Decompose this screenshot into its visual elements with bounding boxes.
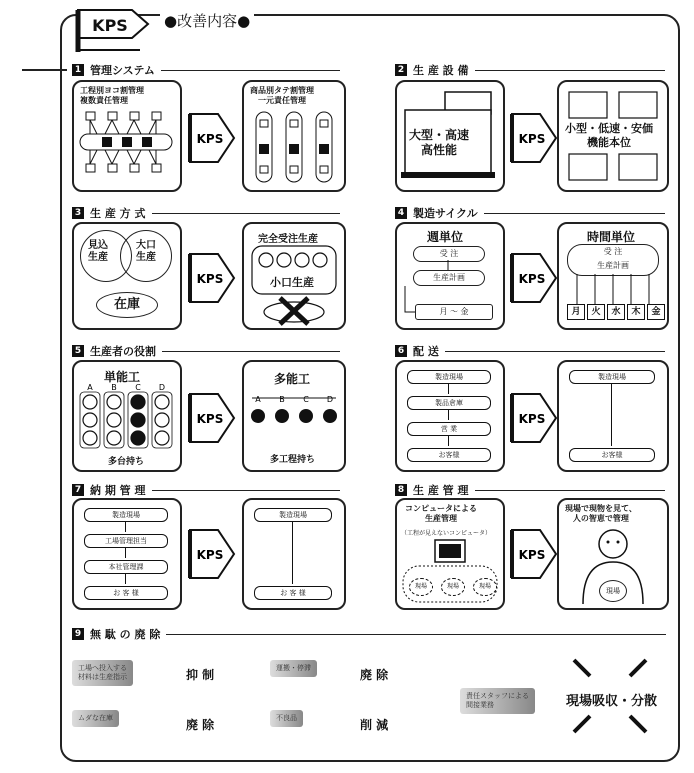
scatter-arrows-icon — [570, 656, 650, 736]
section-9-title: 無 駄 の 廃 除 — [90, 628, 161, 641]
s3-left-b: 大口 生産 — [136, 240, 156, 263]
s8-before-box — [395, 498, 505, 610]
s5-worker-node — [107, 431, 121, 445]
s5-col-label: C — [303, 395, 309, 404]
flow-arrow — [292, 522, 293, 584]
s5-col-label: A — [255, 395, 261, 404]
s5-worker-node — [299, 409, 313, 423]
s9-action-label: 現場吸収・分散 — [566, 694, 658, 709]
kps-arrow-label: KPS — [196, 132, 224, 146]
s8-site-node: 現場 — [409, 578, 433, 596]
s5-after-foot: 多工程持ち — [270, 455, 316, 465]
s3-small-lot: 小口生産 — [270, 276, 314, 289]
s5-worker-node — [131, 431, 145, 445]
flow-step: 製品倉庫 — [407, 396, 491, 410]
s8-before-title: コンピュータによる 生産管理 — [405, 504, 477, 523]
s5-worker-node — [107, 395, 121, 409]
s9-waste-item: 運搬・停滞 — [270, 660, 317, 677]
s8-after-node: 現場 — [599, 580, 627, 602]
s8-site-node: 現場 — [441, 578, 465, 596]
s2-before-box — [395, 80, 505, 192]
flow-arrow — [611, 384, 612, 446]
s4-plan: 生産計画 — [413, 270, 485, 286]
s4-week: 月 〜 金 — [415, 304, 493, 320]
s4-after-box — [557, 222, 669, 330]
s5-worker-node — [131, 395, 145, 409]
s9-action-label: 廃 除 — [186, 718, 215, 732]
kps-arrow — [188, 392, 236, 444]
flow-step: お客様 — [407, 448, 491, 462]
s9-action-label: 抑 制 — [186, 668, 215, 682]
flow-arrow — [448, 384, 449, 394]
kps-arrow-label: KPS — [518, 548, 546, 562]
flow-step: 営 業 — [407, 422, 491, 436]
s5-worker-node — [275, 409, 289, 423]
flow-step: お 客 様 — [84, 586, 168, 600]
section-9-header: 9 無 駄 の 廃 除 — [72, 626, 666, 642]
s5-worker-node — [155, 413, 169, 427]
section-8-header: 8 生 産 管 理 — [395, 482, 665, 498]
kps-arrow-label: KPS — [196, 412, 224, 426]
s4-day: 火 — [587, 304, 605, 320]
s5-worker-node — [107, 413, 121, 427]
s4-before-box — [395, 222, 505, 330]
section-2-title: 生 産 設 備 — [413, 64, 469, 77]
flow-step: お客様 — [569, 448, 655, 462]
svg-text:KPS: KPS — [92, 16, 128, 35]
s1-after-title: 商品別タテ割管理 一元責任管理 — [250, 86, 314, 105]
s1-before-title: 工程別ヨコ割管理 複数責任管理 — [80, 86, 144, 105]
s4-day: 金 — [647, 304, 665, 320]
flow-step: 製造現場 — [84, 508, 168, 522]
s5-worker-node — [83, 395, 97, 409]
s4-days — [567, 304, 665, 320]
s1-before-network — [74, 82, 180, 190]
s3-before-box — [72, 222, 182, 330]
section-5-title: 生産者の役割 — [90, 345, 156, 358]
section-7-title: 納 期 管 理 — [90, 484, 146, 497]
s9-waste-item: 不良品 — [270, 710, 303, 727]
kps-arrow-label: KPS — [196, 548, 224, 562]
s3-after-box — [242, 222, 346, 330]
s7-before-box — [72, 498, 182, 610]
kps-logo — [70, 4, 160, 54]
s4-day: 月 — [567, 304, 585, 320]
kps-arrow — [188, 112, 236, 164]
s4-day: 木 — [627, 304, 645, 320]
s5-after-title: 多能工 — [274, 372, 311, 386]
section-4-title: 製造サイクル — [413, 207, 478, 220]
s8-after-box — [557, 498, 669, 610]
s5-col-label: C — [135, 383, 141, 392]
flow-arrow — [125, 522, 126, 532]
kps-arrow-label: KPS — [518, 412, 546, 426]
s4-plan2: 生産計画 — [597, 261, 629, 270]
s2-after-text: 小型・低速・安価 機能本位 — [565, 122, 653, 149]
s5-before-foot: 多台持ち — [108, 457, 145, 467]
flow-step: お 客 様 — [254, 586, 332, 600]
page-title: ●改善内容● — [160, 10, 254, 31]
s4-day: 水 — [607, 304, 625, 320]
flow-step: 製造現場 — [407, 370, 491, 384]
section-2-header: 2 生 産 設 備 — [395, 62, 665, 78]
s5-before-box — [72, 360, 182, 472]
s2-after-box — [557, 80, 669, 192]
flow-arrow — [125, 574, 126, 584]
s5-worker-node — [83, 413, 97, 427]
s5-worker-node — [155, 395, 169, 409]
s9-action-label: 削 減 — [360, 718, 389, 732]
s4-order2: 受 注 — [603, 247, 623, 256]
s5-worker-node — [323, 409, 337, 423]
kps-arrow — [510, 112, 558, 164]
s8-after-title: 現場で現物を見て、 人の智恵で管理 — [565, 504, 637, 523]
kps-arrow — [510, 392, 558, 444]
s9-waste-item: ムダな在庫 — [72, 710, 119, 727]
s6-after-box — [557, 360, 669, 472]
s1-before-box — [72, 80, 182, 192]
section-4-header: 4 製造サイクル — [395, 205, 665, 221]
s5-worker-node — [251, 409, 265, 423]
flow-step: 本社管理課 — [84, 560, 168, 574]
kps-arrow — [510, 252, 558, 304]
s4-after-title: 時間単位 — [587, 230, 636, 244]
s9-action-label: 廃 除 — [360, 668, 389, 682]
kps-arrow — [510, 528, 558, 580]
kps-arrow-label: KPS — [518, 132, 546, 146]
s5-col-label: B — [111, 383, 117, 392]
s4-order: 受 注 — [413, 246, 485, 262]
s5-worker-node — [131, 413, 145, 427]
s7-after-box — [242, 498, 346, 610]
flow-arrow — [448, 436, 449, 446]
s9-waste-item: 工場へ投入する 材料は生産指示 — [72, 660, 133, 686]
s6-before-box — [395, 360, 505, 472]
s5-before-title: 単能工 — [104, 370, 141, 384]
s5-worker-node — [155, 431, 169, 445]
s2-before-text: 大型・高速 高性能 — [409, 128, 470, 157]
header-rule — [22, 69, 67, 71]
s5-after-box — [242, 360, 346, 472]
flow-step: 製造現場 — [254, 508, 332, 522]
section-6-title: 配 送 — [413, 345, 439, 358]
kps-arrow — [188, 528, 236, 580]
s8-site-node: 現場 — [473, 578, 497, 596]
s3-after-title: 完全受注生産 — [258, 234, 318, 245]
section-8-title: 生 産 管 理 — [413, 484, 469, 497]
s8-before-sub: （工程が見えないコンピュータ） — [401, 530, 492, 537]
section-1-title: 管理システム — [90, 64, 155, 77]
section-1-header: 1 管理システム — [72, 62, 340, 78]
s3-stock: 在庫 — [96, 292, 158, 318]
s5-col-label: A — [87, 383, 93, 392]
s9-waste-item: 責任スタッフによる 間接業務 — [460, 688, 535, 714]
s4-before-title: 週単位 — [427, 230, 464, 244]
kps-arrow-label: KPS — [518, 272, 546, 286]
s5-col-label: B — [279, 395, 285, 404]
flow-arrow — [125, 548, 126, 558]
s5-col-label: D — [158, 383, 166, 392]
flow-step: 製造現場 — [569, 370, 655, 384]
section-7-header: 7 納 期 管 理 — [72, 482, 340, 498]
section-5-header: 5 生産者の役割 — [72, 343, 340, 359]
s1-after-columns — [244, 82, 344, 190]
section-3-header: 3 生 産 方 式 — [72, 205, 340, 221]
s3-left-a: 見込 生産 — [88, 240, 108, 263]
flow-step: 工場管理担当 — [84, 534, 168, 548]
section-3-title: 生 産 方 式 — [90, 207, 146, 220]
s5-col-label: D — [326, 395, 334, 404]
section-6-header: 6 配 送 — [395, 343, 665, 359]
kps-arrow — [188, 252, 236, 304]
s5-worker-node — [83, 431, 97, 445]
flow-arrow — [448, 410, 449, 420]
kps-arrow-label: KPS — [196, 272, 224, 286]
s1-after-box — [242, 80, 346, 192]
